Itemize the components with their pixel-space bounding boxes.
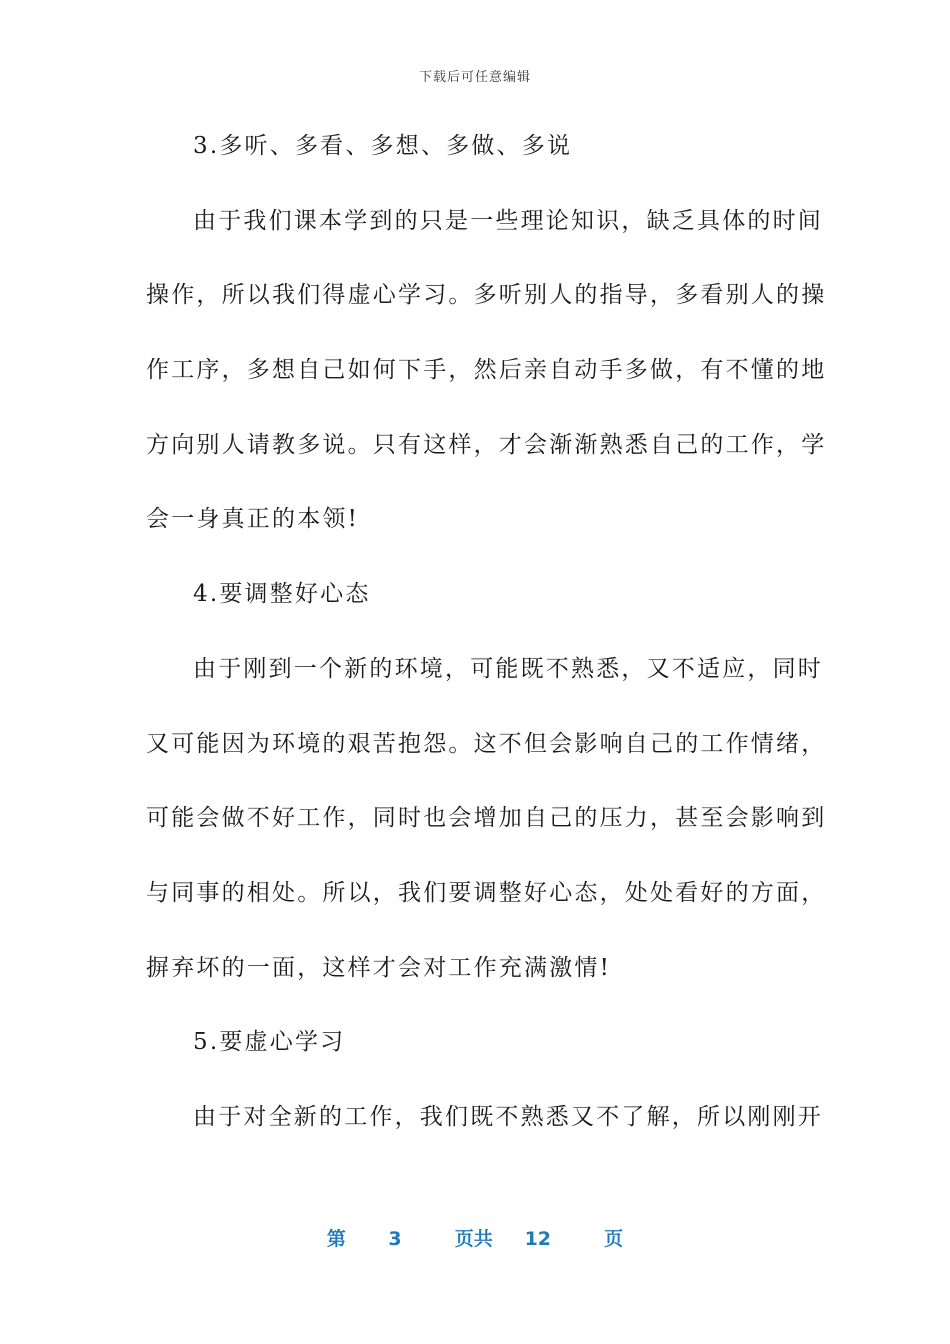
paragraph-line: 由于对全新的工作，我们既不熟悉又不了解，所以刚刚开	[193, 1103, 823, 1130]
section-heading-5: 5.要虚心学习	[193, 1029, 346, 1056]
paragraph-line: 方向别人请教多说。只有这样，才会渐渐熟悉自己的工作，学	[146, 431, 827, 458]
paragraph-line: 由于刚到一个新的环境，可能既不熟悉，又不适应，同时	[193, 655, 823, 682]
page-label-suffix: 页	[604, 1228, 624, 1250]
paragraph-line: 摒弃坏的一面，这样才会对工作充满激情!	[146, 954, 612, 981]
page-label-prefix: 第	[326, 1228, 346, 1250]
page-number-footer	[0, 1224, 950, 1251]
current-page-number: 3	[388, 1228, 402, 1250]
paragraph-line: 会一身真正的本领!	[146, 506, 360, 533]
section-heading-4: 4.要调整好心态	[193, 581, 371, 608]
paragraph-line: 又可能因为环境的艰苦抱怨。这不但会影响自己的工作情绪，	[146, 730, 827, 757]
paragraph-line: 可能会做不好工作，同时也会增加自己的压力，甚至会影响到	[146, 805, 827, 832]
paragraph-line: 由于我们课本学到的只是一些理论知识，缺乏具体的时间	[193, 207, 823, 234]
paragraph-line: 与同事的相处。所以，我们要调整好心态，处处看好的方面，	[146, 879, 827, 906]
total-pages-number: 12	[524, 1228, 552, 1250]
header-note: 下载后可任意编辑	[418, 70, 531, 85]
section-heading-3: 3.多听、多看、多想、多做、多说	[193, 133, 573, 159]
document-body	[146, 126, 827, 1172]
page-label-middle: 页共	[454, 1228, 493, 1250]
paragraph-line: 操作，所以我们得虚心学习。多听别人的指导，多看别人的操	[146, 282, 827, 309]
paragraph-line: 作工序，多想自己如何下手，然后亲自动手多做，有不懂的地	[146, 357, 827, 384]
